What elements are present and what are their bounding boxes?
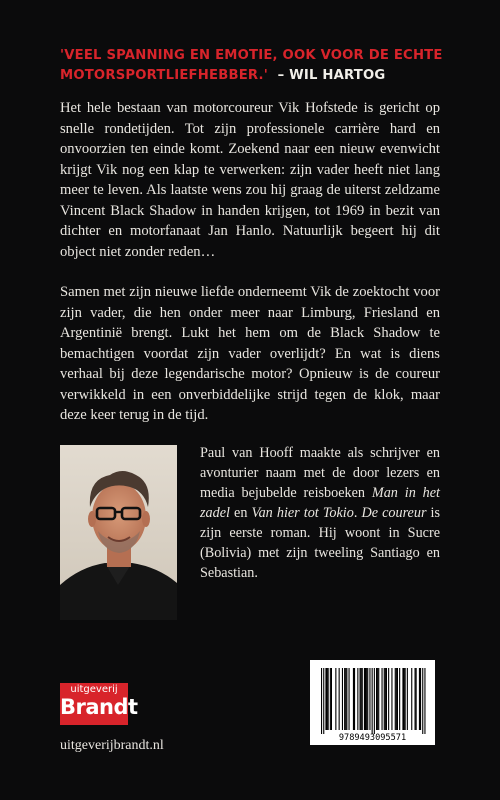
barcode-bar: [399, 668, 400, 730]
author-bio: [200, 443, 440, 583]
barcode-bar: [419, 668, 420, 730]
publisher-logo: [60, 683, 138, 725]
quote-line-2: [60, 66, 460, 86]
barcode-bar: [397, 668, 398, 730]
barcode-bar: [388, 668, 389, 730]
publisher-website: uitgeverijbrandt.nl: [60, 738, 164, 753]
synopsis: [60, 98, 440, 426]
barcode-bar: [357, 668, 358, 730]
barcode-bar: [396, 668, 397, 730]
barcode-bar: [331, 668, 332, 730]
isbn-barcode: [310, 660, 435, 745]
bio-text-2: en: [229, 505, 252, 521]
bio-text-4: is zijn eerste roman. Hij woont in Sucre (Bolivia) met zijn tweeling Santiago en Sebastian.: [200, 505, 441, 581]
barcode-bar: [362, 668, 363, 730]
barcode-bar: [377, 668, 378, 730]
barcode-bar: [367, 668, 368, 730]
barcode-bar: [395, 668, 396, 730]
publisher-logo-main: Brandt: [60, 695, 138, 719]
synopsis-paragraph-2: Samen met zijn nieuwe liefde onderneemt Vik de zoektocht voor zijn vader, die hen onder meer naar Limburg, Friesland en Argentinië brengt. Lukt het hem om de Black Shadow te bemachtigen voordat zijn vader overlijdt? En wat is diens verhaal bij deze legendarische motor? Opnieuw is de coureur verwikkeld in een onverbiddelijke strijd tegen de klok, maar deze keer terug in de tijd.: [60, 284, 440, 423]
barcode-bar: [384, 668, 385, 730]
quote-line-1: [60, 46, 460, 66]
barcode-bar: [323, 668, 324, 734]
barcode-bar: [349, 668, 350, 730]
bio-text-3: .: [353, 505, 362, 521]
bio-book-title-1: Man in het zadel: [200, 485, 440, 521]
barcode-bar: [353, 668, 354, 730]
barcode-bar: [378, 668, 379, 730]
bio-book-title-2: Van hier tot Tokio: [251, 505, 354, 521]
barcode-bar: [328, 668, 329, 730]
barcode-bar: [407, 668, 408, 730]
barcode-bar: [361, 668, 362, 730]
barcode-bar: [376, 668, 377, 730]
author-photo: [60, 445, 177, 620]
barcode-bar: [411, 668, 412, 730]
quote-text-2: MOTORSPORTLIEFHEBBER.': [60, 68, 268, 83]
barcode-bar: [391, 668, 392, 730]
barcode-bar: [321, 668, 322, 734]
barcode-bar: [422, 668, 423, 734]
barcode-bar: [339, 668, 340, 730]
barcode-bar: [374, 668, 375, 734]
barcode-bar: [402, 668, 403, 730]
synopsis-paragraph-1: Het hele bestaan van motorcoureur Vik Hofstede is gericht op snelle rondetijden. Tot zijn professionele carrière hard en onvoorzien ten einde komt. Zoekend naar een nieuw evenwicht krijgt Vik nog een klap te verwerken: zijn vader heeft niet lang meer te leven. Als laatste wens zou hij graag de uiterst zeldzame Vincent Black Shadow in handen krijgen, tot 1969 in bezit van dichter en motorfanaat Jan Hanlo. Natuurlijk begeert hij dit object niet zonder reden…: [60, 100, 440, 260]
review-quote: [60, 46, 460, 86]
barcode-bar: [405, 668, 406, 730]
barcode-bar: [342, 668, 343, 730]
barcode-bar: [369, 668, 370, 730]
barcode-bar: [330, 668, 331, 730]
barcode-bar: [344, 668, 345, 730]
barcode-bar: [415, 668, 416, 730]
author-bio-paragraph: [200, 443, 440, 583]
publisher-logo-top: uitgeverij: [70, 684, 118, 695]
barcode-bar: [365, 668, 366, 730]
quote-author: – WIL HARTOG: [277, 68, 386, 83]
barcode-bar: [382, 668, 383, 730]
barcode-bar: [346, 668, 347, 730]
barcode-bar: [386, 668, 387, 730]
barcode-bar: [416, 668, 417, 730]
barcode-bar: [325, 668, 326, 730]
barcode-bar: [364, 668, 365, 730]
isbn-digits: 9789493095571: [338, 733, 407, 743]
bio-book-title-3: De coureur: [361, 505, 427, 521]
barcode-graphic: [310, 660, 435, 745]
bio-text-1: Paul van Hooff maakte als schrijver en avonturier naam met de door lezers en media bejubelde reisboeken: [200, 445, 440, 501]
barcode-bar: [404, 668, 405, 730]
barcode-bar: [354, 668, 355, 730]
barcode-bar: [360, 668, 361, 730]
barcode-bar: [385, 668, 386, 730]
author-portrait-image: [60, 445, 177, 620]
quote-text-1: 'VEEL SPANNING EN EMOTIE, OOK VOOR DE ECHTE: [60, 48, 443, 63]
barcode-bar: [372, 668, 373, 734]
barcode-bar: [335, 668, 336, 730]
barcode-bar: [345, 668, 346, 730]
barcode-bar: [420, 668, 421, 730]
barcode-bar: [366, 668, 367, 730]
barcode-bar: [424, 668, 425, 734]
barcode-bar: [327, 668, 328, 730]
